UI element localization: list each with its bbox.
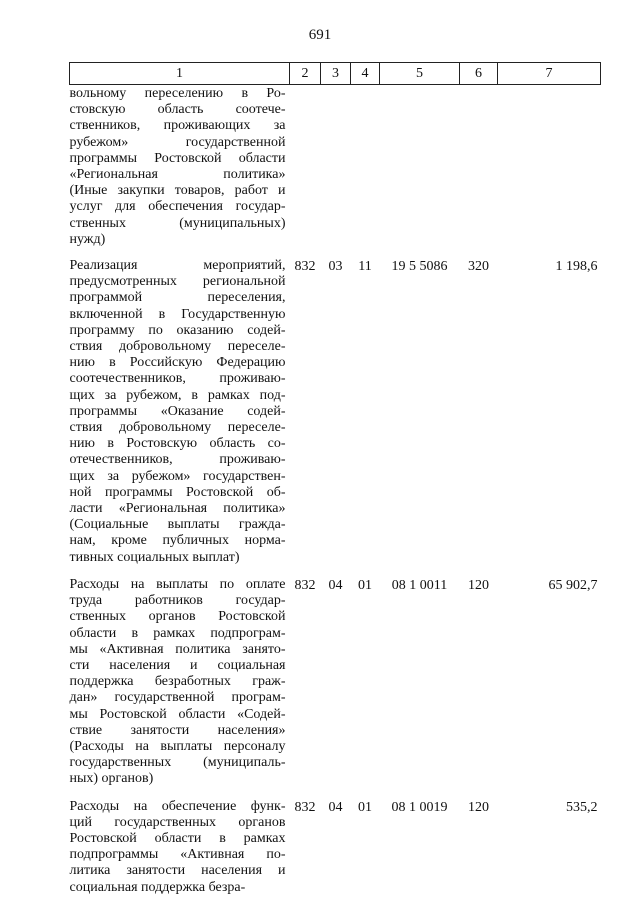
description-line: (Социальные выплаты гражда-: [69, 517, 286, 533]
header-row: [70, 63, 601, 85]
budget-table: [69, 62, 601, 907]
description-line: ствие занятости населения»: [69, 722, 286, 738]
table-header: [70, 63, 601, 85]
cell-amount: 65 902,7: [548, 577, 598, 593]
table-row: [70, 577, 601, 799]
table-body: [70, 85, 601, 907]
description-line: тивных социальных выплат): [69, 549, 240, 565]
description-line: (Расходы на выплаты персоналу: [69, 738, 286, 754]
description-line: ственников, проживающих за: [69, 118, 286, 134]
table-row: [70, 799, 601, 907]
description-line: ственных (муниципальных): [69, 215, 286, 231]
description-line: программой переселения,: [69, 290, 286, 306]
cell-admin-code: 832: [294, 799, 316, 815]
cell-amount: 1 198,6: [555, 259, 598, 275]
table-row: [70, 85, 601, 259]
description-line: рубежом» государственной: [69, 134, 286, 150]
header-col-2: 2: [290, 63, 321, 85]
row-description: [70, 85, 290, 259]
description-line: Расходы на обеспечение функ-: [69, 798, 286, 814]
cell-subsection: 11: [358, 259, 372, 275]
cell-admin-code: 832: [294, 259, 316, 275]
description-line: Расходы на выплаты по оплате: [69, 576, 286, 592]
description-line: нам, кроме публичных норма-: [69, 533, 286, 549]
page-number: 691: [308, 27, 332, 43]
cell-amount: [498, 85, 601, 259]
cell-section: 04: [328, 799, 343, 815]
cell-subsection: 01: [358, 577, 372, 593]
description-line: нужд): [69, 231, 106, 247]
description-line: сти населения и социальная: [69, 657, 286, 673]
description-line: включенной в Государственную: [69, 306, 286, 322]
cell-expense-type: 120: [468, 577, 489, 593]
description-line: подпрограммы «Активная по-: [69, 847, 286, 863]
cell-expense-type: 320: [468, 259, 489, 275]
row-description: [70, 577, 290, 799]
cell-admin-code: [290, 85, 321, 259]
description-line: нию в Российскую Федерацию: [69, 355, 286, 371]
header-col-5: 5: [380, 63, 460, 85]
description-line: мы «Активная политика занято-: [69, 641, 286, 657]
description-line: программу по оказанию содей-: [69, 322, 286, 338]
description-line: щих за рубежом, в рамках под-: [69, 387, 286, 403]
description-line: соотечественников, проживаю-: [69, 371, 286, 387]
description-line: отечественников, проживаю-: [69, 452, 286, 468]
cell-section: [321, 85, 351, 259]
description-line: ласти «Региональная политика»: [69, 501, 286, 517]
description-line: щих за рубежом» государствен-: [69, 468, 286, 484]
cell-target-article: [380, 85, 460, 259]
description-line: Реализация мероприятий,: [69, 258, 286, 274]
description-line: труда работников государ-: [69, 593, 286, 609]
header-col-6: 6: [460, 63, 498, 85]
description-line: ствия добровольному переселе-: [69, 420, 286, 436]
cell-admin-code: 832: [294, 577, 316, 593]
header-col-3: 3: [321, 63, 351, 85]
description-line: вольному переселению в Ро-: [69, 86, 286, 101]
table-row: [70, 258, 601, 577]
cell-amount: 535,2: [566, 799, 598, 815]
description-line: государственных (муниципаль-: [69, 755, 286, 771]
description-line: услуг для обеспечения государ-: [69, 199, 286, 215]
cell-subsection: 01: [358, 799, 372, 815]
row-description: [70, 799, 290, 907]
description-line: литика занятости населения и: [69, 863, 286, 879]
cell-target-article: 19 5 5086: [391, 259, 448, 275]
cell-subsection: [351, 85, 380, 259]
cell-section: 04: [328, 577, 343, 593]
description-line: дан» государственной програм-: [69, 690, 286, 706]
description-line: ствия добровольному переселе-: [69, 339, 286, 355]
description-line: нию в Ростовскую область со-: [69, 436, 286, 452]
description-line: Ростовской области в рамках: [69, 830, 286, 846]
description-line: области в рамках подпрограм-: [69, 625, 286, 641]
description-line: ственных органов Ростовской: [69, 609, 286, 625]
description-line: ных) органов): [69, 771, 154, 787]
description-line: «Региональная политика»: [69, 167, 286, 183]
description-line: предусмотренных региональной: [69, 274, 286, 290]
description-line: социальная поддержка безра-: [69, 879, 246, 895]
cell-expense-type: 120: [468, 799, 489, 815]
header-col-1: 1: [70, 63, 290, 85]
description-line: стовскую область соотече-: [69, 102, 286, 118]
cell-expense-type: [460, 85, 498, 259]
cell-target-article: 08 1 0019: [391, 799, 448, 815]
header-col-4: 4: [351, 63, 380, 85]
description-line: мы Ростовской области «Содей-: [69, 706, 286, 722]
cell-section: 03: [328, 259, 343, 275]
cell-target-article: 08 1 0011: [391, 577, 448, 593]
description-line: программы Ростовской области: [69, 150, 286, 166]
row-description: [70, 258, 290, 577]
description-line: ций государственных органов: [69, 814, 286, 830]
description-line: программы «Оказание содей-: [69, 403, 286, 419]
header-col-7: 7: [498, 63, 601, 85]
description-line: (Иные закупки товаров, работ и: [69, 183, 286, 199]
description-line: поддержка безработных граж-: [69, 674, 286, 690]
description-line: ной программы Ростовской об-: [69, 484, 286, 500]
